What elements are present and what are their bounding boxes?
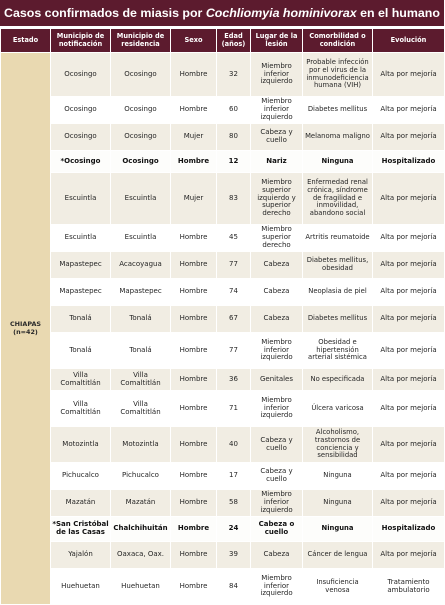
cell-edad: 83 <box>217 173 251 225</box>
cell-sexo: Hombre <box>171 252 217 279</box>
cell-evolucion: Alta por mejoría <box>373 97 445 124</box>
table-title <box>0 0 444 26</box>
cell-comorbilidad: Ninguna <box>303 151 373 173</box>
cell-evolucion: Alta por mejoría <box>373 252 445 279</box>
cell-edad: 45 <box>217 225 251 252</box>
cell-edad: 84 <box>217 569 251 605</box>
table-row <box>1 542 445 569</box>
cell-edad: 80 <box>217 124 251 151</box>
cell-sexo: Hombre <box>171 569 217 605</box>
cell-lugar-lesion: Miembro superior derecho <box>251 225 303 252</box>
cell-comorbilidad: Diabetes mellitus <box>303 306 373 333</box>
cell-sexo: Mujer <box>171 124 217 151</box>
table-row <box>1 490 445 517</box>
cell-municipio-residencia: Mazatán <box>111 490 171 517</box>
cell-comorbilidad: Ninguna <box>303 517 373 542</box>
cell-municipio-residencia: Escuintla <box>111 225 171 252</box>
cell-lugar-lesion: Nariz <box>251 151 303 173</box>
table-row <box>1 306 445 333</box>
cell-edad: 36 <box>217 369 251 391</box>
cell-comorbilidad: Enfermedad renal crónica, síndrome de fragilidad e inmovilidad, abandono social <box>303 173 373 225</box>
cell-edad: 71 <box>217 391 251 427</box>
cell-lugar-lesion: Cabeza y cuello <box>251 463 303 490</box>
cell-municipio-notificacion: Ocosingo <box>51 53 111 97</box>
cell-evolucion: Alta por mejoría <box>373 369 445 391</box>
cell-municipio-notificacion: Villa Comaltitlán <box>51 391 111 427</box>
cell-edad: 39 <box>217 542 251 569</box>
cell-lugar-lesion: Cabeza y cuello <box>251 124 303 151</box>
title-prefix: Casos confirmados de miasis por <box>4 6 203 20</box>
table-row <box>1 53 445 97</box>
cell-comorbilidad: Insuficiencia venosa <box>303 569 373 605</box>
cell-municipio-notificacion: Ocosingo <box>51 124 111 151</box>
cell-municipio-residencia: Tonalá <box>111 306 171 333</box>
cell-comorbilidad: Neoplasia de piel <box>303 279 373 306</box>
cell-municipio-residencia: Acacoyagua <box>111 252 171 279</box>
cell-evolucion: Alta por mejoría <box>373 225 445 252</box>
cell-comorbilidad: Ninguna <box>303 463 373 490</box>
cell-municipio-notificacion: *San Cristóbal de las Casas <box>51 517 111 542</box>
header-municipio-notificacion: Municipio de notificación <box>51 29 111 53</box>
cell-sexo: Hombre <box>171 225 217 252</box>
table-row <box>1 225 445 252</box>
cell-municipio-residencia: Escuintla <box>111 173 171 225</box>
table-row <box>1 427 445 463</box>
cell-comorbilidad: Probable infección por el virus de la inmunodeficiencia humana (VIH) <box>303 53 373 97</box>
cell-lugar-lesion: Miembro inferior izquierdo <box>251 53 303 97</box>
table-row <box>1 391 445 427</box>
cell-evolucion: Hospitalizado <box>373 517 445 542</box>
cell-evolucion: Hospitalizado <box>373 151 445 173</box>
cell-evolucion: Alta por mejoría <box>373 279 445 306</box>
cell-municipio-residencia: Motozintla <box>111 427 171 463</box>
cell-evolucion: Alta por mejoría <box>373 333 445 369</box>
cell-sexo: Hombre <box>171 279 217 306</box>
cell-lugar-lesion: Miembro inferior izquierdo <box>251 333 303 369</box>
estado-count: (n=42) <box>13 327 38 336</box>
cell-municipio-residencia: Villa Comaltitlán <box>111 369 171 391</box>
cell-comorbilidad: Ninguna <box>303 490 373 517</box>
cell-municipio-residencia: Ocosingo <box>111 151 171 173</box>
title-suffix: en el humano <box>360 6 440 20</box>
table-header <box>1 29 445 53</box>
cell-municipio-notificacion: Tonalá <box>51 333 111 369</box>
cases-table <box>0 28 445 605</box>
cell-sexo: Hombre <box>171 517 217 542</box>
cell-comorbilidad: Úlcera varicosa <box>303 391 373 427</box>
cell-lugar-lesion: Cabeza y cuello <box>251 427 303 463</box>
table-row <box>1 333 445 369</box>
cell-municipio-notificacion: Escuintla <box>51 173 111 225</box>
cell-evolucion: Alta por mejoría <box>373 490 445 517</box>
cell-comorbilidad: No especificada <box>303 369 373 391</box>
header-edad: Edad (años) <box>217 29 251 53</box>
header-sexo: Sexo <box>171 29 217 53</box>
table-row <box>1 279 445 306</box>
cell-sexo: Hombre <box>171 463 217 490</box>
cell-evolucion: Alta por mejoría <box>373 53 445 97</box>
cell-municipio-residencia: Tonalá <box>111 333 171 369</box>
cell-municipio-residencia: Pichucalco <box>111 463 171 490</box>
cell-sexo: Hombre <box>171 490 217 517</box>
cell-edad: 24 <box>217 517 251 542</box>
cell-edad: 77 <box>217 252 251 279</box>
cell-evolucion: Alta por mejoría <box>373 463 445 490</box>
cell-estado <box>1 53 51 605</box>
title-species: Cochliomyia hominivorax <box>205 6 357 20</box>
cell-municipio-residencia: Ocosingo <box>111 124 171 151</box>
cell-lugar-lesion: Miembro inferior izquierdo <box>251 569 303 605</box>
cell-edad: 67 <box>217 306 251 333</box>
cell-municipio-residencia: Mapastepec <box>111 279 171 306</box>
cell-municipio-notificacion: Escuintla <box>51 225 111 252</box>
cell-lugar-lesion: Cabeza <box>251 279 303 306</box>
cell-sexo: Hombre <box>171 391 217 427</box>
table-row <box>1 369 445 391</box>
cell-edad: 77 <box>217 333 251 369</box>
header-comorbilidad: Comorbilidad o condición <box>303 29 373 53</box>
cell-comorbilidad: Diabetes mellitus, obesidad <box>303 252 373 279</box>
cell-municipio-residencia: Villa Comaltitlán <box>111 391 171 427</box>
cell-comorbilidad: Diabetes mellitus <box>303 97 373 124</box>
estado-name: CHIAPAS <box>9 319 41 328</box>
cell-municipio-notificacion: Mapastepec <box>51 252 111 279</box>
header-lugar-lesion: Lugar de la lesión <box>251 29 303 53</box>
table-row <box>1 173 445 225</box>
cell-municipio-residencia: Oaxaca, Oax. <box>111 542 171 569</box>
cell-municipio-notificacion: Ocosingo <box>51 97 111 124</box>
cell-sexo: Hombre <box>171 542 217 569</box>
cell-edad: 32 <box>217 53 251 97</box>
cell-lugar-lesion: Genitales <box>251 369 303 391</box>
cell-lugar-lesion: Cabeza <box>251 252 303 279</box>
cell-evolucion: Alta por mejoría <box>373 173 445 225</box>
table-row <box>1 151 445 173</box>
cell-municipio-notificacion: Tonalá <box>51 306 111 333</box>
cell-sexo: Hombre <box>171 333 217 369</box>
cell-municipio-residencia: Chalchihuitán <box>111 517 171 542</box>
header-municipio-residencia: Municipio de residencia <box>111 29 171 53</box>
cell-sexo: Hombre <box>171 369 217 391</box>
cell-comorbilidad: Obesidad e hipertensión arterial sistémica <box>303 333 373 369</box>
cell-municipio-notificacion: Pichucalco <box>51 463 111 490</box>
cell-sexo: Hombre <box>171 306 217 333</box>
cell-edad: 74 <box>217 279 251 306</box>
cell-lugar-lesion: Cabeza <box>251 306 303 333</box>
cell-comorbilidad: Alcoholismo, trastornos de conciencia y sensibilidad <box>303 427 373 463</box>
cell-lugar-lesion: Cabeza <box>251 542 303 569</box>
cell-evolucion: Alta por mejoría <box>373 306 445 333</box>
cell-sexo: Hombre <box>171 97 217 124</box>
cell-municipio-residencia: Ocosingo <box>111 97 171 124</box>
cell-municipio-notificacion: Mazatán <box>51 490 111 517</box>
cell-edad: 58 <box>217 490 251 517</box>
cell-municipio-notificacion: Mapastepec <box>51 279 111 306</box>
cell-municipio-residencia: Huehuetan <box>111 569 171 605</box>
table-row <box>1 463 445 490</box>
cell-municipio-notificacion: Yajalón <box>51 542 111 569</box>
header-estado: Estado <box>1 29 51 53</box>
cell-edad: 60 <box>217 97 251 124</box>
table-row <box>1 517 445 542</box>
cell-evolucion: Alta por mejoría <box>373 427 445 463</box>
cell-evolucion: Alta por mejoría <box>373 124 445 151</box>
header-evolucion: Evolución <box>373 29 445 53</box>
cell-municipio-notificacion: *Ocosingo <box>51 151 111 173</box>
cell-municipio-notificacion: Motozintla <box>51 427 111 463</box>
cell-evolucion: Alta por mejoría <box>373 391 445 427</box>
cell-lugar-lesion: Miembro inferior izquierdo <box>251 490 303 517</box>
cell-sexo: Hombre <box>171 53 217 97</box>
table-row <box>1 124 445 151</box>
cell-comorbilidad: Artritis reumatoide <box>303 225 373 252</box>
cell-sexo: Mujer <box>171 173 217 225</box>
cell-lugar-lesion: Miembro inferior izquierdo <box>251 97 303 124</box>
cell-lugar-lesion: Cabeza o cuello <box>251 517 303 542</box>
cell-municipio-notificacion: Huehuetan <box>51 569 111 605</box>
cell-evolucion: Alta por mejoría <box>373 542 445 569</box>
cell-lugar-lesion: Miembro superior izquierdo y superior derecho <box>251 173 303 225</box>
header-row <box>1 29 445 53</box>
cell-comorbilidad: Melanoma maligno <box>303 124 373 151</box>
table-body <box>1 53 445 605</box>
cell-sexo: Hombre <box>171 151 217 173</box>
cell-municipio-notificacion: Villa Comaltitlán <box>51 369 111 391</box>
cell-evolucion: Tratamiento ambulatorio <box>373 569 445 605</box>
cell-sexo: Hombre <box>171 427 217 463</box>
table-row <box>1 252 445 279</box>
cell-comorbilidad: Cáncer de lengua <box>303 542 373 569</box>
cell-lugar-lesion: Miembro inferior izquierdo <box>251 391 303 427</box>
cell-municipio-residencia: Ocosingo <box>111 53 171 97</box>
cell-edad: 40 <box>217 427 251 463</box>
table-row <box>1 569 445 605</box>
table-row <box>1 97 445 124</box>
cell-edad: 12 <box>217 151 251 173</box>
cell-edad: 17 <box>217 463 251 490</box>
